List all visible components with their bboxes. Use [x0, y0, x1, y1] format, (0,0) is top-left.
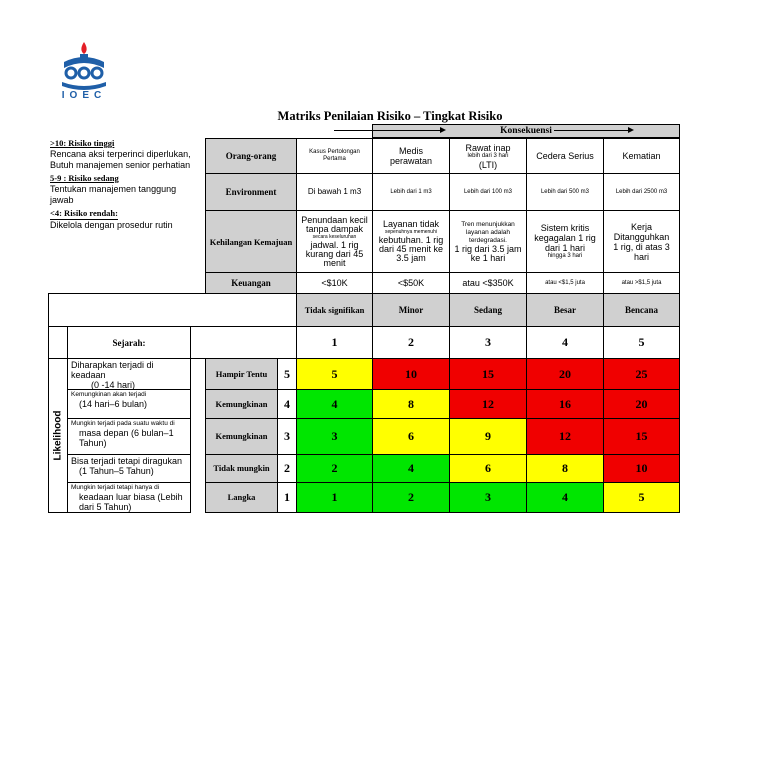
blank-level-header: [190, 326, 297, 359]
risk-score-cell: 12: [526, 418, 604, 455]
logo-text: IOEC: [61, 90, 107, 101]
risk-score-cell: 9: [449, 418, 527, 455]
risk-score-cell: 3: [449, 482, 527, 513]
risk-score-cell: 5: [296, 358, 373, 390]
env-cell-2: Lebih dari 1 m3: [372, 173, 450, 211]
risk-score-cell: 5: [603, 482, 680, 513]
people-cell-3: Rawat inap lebih dari 3 hari (LTI): [449, 138, 527, 174]
legend-medium-label: 5-9 : Risiko sedang: [50, 173, 119, 183]
likelihood-level: Hampir Tentu: [205, 358, 278, 390]
people-cell-1: Kasus Pertolongan Pertama: [296, 138, 373, 174]
progress-cell-4: Sistem kritis kegagalan 1 rig dari 1 hari hingga 3 hari: [526, 210, 604, 273]
risk-score-cell: 25: [603, 358, 680, 390]
finance-cell-5: atau >$1,5 juta: [603, 272, 680, 294]
category-progress-loss: Kehilangan Kemajuan: [205, 210, 297, 273]
risk-score-cell: 10: [603, 454, 680, 483]
history-sub: keadaan luar biasa (Lebih dari 5 Tahun): [79, 492, 183, 512]
category-finance: Keuangan: [205, 272, 297, 294]
severity-3: Sedang: [449, 293, 527, 327]
arrow-right-icon: [554, 130, 632, 131]
likelihood-level: Tidak mungkin: [205, 454, 278, 483]
people-cell-4: Cedera Serius: [526, 138, 604, 174]
severity-number-4: 4: [526, 326, 604, 359]
risk-score-cell: 2: [296, 454, 373, 483]
risk-score-cell: 4: [526, 482, 604, 513]
severity-number-3: 3: [449, 326, 527, 359]
likelihood-axis: Likelihood: [48, 358, 68, 513]
legend-high-desc: Rencana aksi terperinci diperlukan, Butuh manajemen senior perhatian: [50, 149, 191, 170]
category-people: Orang-orang: [205, 138, 297, 174]
legend-medium-desc: Tentukan manajemen tanggung jawab: [50, 184, 177, 205]
legend-high-label: >10: Risiko tinggi: [50, 138, 115, 148]
arrow-left-icon: [334, 130, 444, 131]
env-cell-1: Di bawah 1 m3: [296, 173, 373, 211]
risk-score-cell: 2: [372, 482, 450, 513]
history-cell: [67, 418, 191, 455]
risk-score-cell: 16: [526, 389, 604, 419]
finance-cell-1: <$10K: [296, 272, 373, 294]
risk-score-cell: 4: [372, 454, 450, 483]
env-cell-5: Lebih dari 2500 m3: [603, 173, 680, 211]
progress-cell-1: Penundaan kecil tanpa dampak secara keseluruhan jadwal. 1 rig kurang dari 45 menit: [296, 210, 373, 273]
risk-score-cell: 20: [603, 389, 680, 419]
history-sub: (0 -14 hari): [91, 380, 136, 390]
env-cell-3: Lebih dari 100 m3: [449, 173, 527, 211]
likelihood-level: Langka: [205, 482, 278, 513]
consequence-label: Konsekuensi: [500, 126, 552, 136]
history-sub: (1 Tahun–5 Tahun): [79, 466, 154, 476]
severity-number-1: 1: [296, 326, 373, 359]
history-cell: [67, 389, 191, 419]
history-main: Bisa terjadi tetapi diragukan: [71, 456, 183, 466]
risk-score-cell: 4: [296, 389, 373, 419]
blank-header: [48, 293, 297, 327]
risk-score-cell: 6: [372, 418, 450, 455]
risk-score-cell: 1: [296, 482, 373, 513]
legend-low-label: <4: Risiko rendah:: [50, 208, 118, 218]
severity-1: Tidak signifikan: [296, 293, 373, 327]
finance-cell-3: atau <$350K: [449, 272, 527, 294]
risk-score-cell: 12: [449, 389, 527, 419]
progress-cell-5: Kerja Ditangguhkan 1 rig, di atas 3 hari: [603, 210, 680, 273]
history-small: Kemungkinan akan terjadi: [71, 391, 147, 398]
likelihood-number: 1: [277, 482, 297, 513]
risk-score-cell: 10: [372, 358, 450, 390]
page-title: Matriks Penilaian Risiko – Tingkat Risiko: [277, 109, 503, 123]
history-header: Sejarah:: [67, 326, 191, 359]
env-cell-4: Lebih dari 500 m3: [526, 173, 604, 211]
progress-cell-3: Tren menunjukkan layanan adalah terdegradasi. 1 rig dari 3.5 jam ke 1 hari: [449, 210, 527, 273]
risk-score-cell: 20: [526, 358, 604, 390]
risk-score-cell: 8: [372, 389, 450, 419]
risk-legend: [50, 138, 202, 233]
people-cell-5: Kematian: [603, 138, 680, 174]
people-cell-2: Medis perawatan: [372, 138, 450, 174]
history-main: Diharapkan terjadi di keadaan: [71, 360, 154, 380]
history-small: Mungkin terjadi tetapi hanya di: [71, 484, 160, 491]
severity-2: Minor: [372, 293, 450, 327]
history-sub: (14 hari–6 bulan): [79, 399, 148, 409]
severity-5: Bencana: [603, 293, 680, 327]
risk-score-cell: 8: [526, 454, 604, 483]
likelihood-number: 5: [277, 358, 297, 390]
risk-score-cell: 6: [449, 454, 527, 483]
history-small: Mungkin terjadi pada suatu waktu di: [71, 420, 175, 427]
likelihood-level: Kemungkinan: [205, 418, 278, 455]
finance-cell-4: atau <$1,5 juta: [526, 272, 604, 294]
likelihood-level: Kemungkinan: [205, 389, 278, 419]
ioec-logo: [58, 40, 110, 102]
likelihood-number: 4: [277, 389, 297, 419]
category-environment: Environment: [205, 173, 297, 211]
severity-number-5: 5: [603, 326, 680, 359]
blank-corner: [48, 326, 68, 359]
risk-score-cell: 15: [603, 418, 680, 455]
likelihood-number: 3: [277, 418, 297, 455]
history-cell: [67, 482, 191, 513]
severity-number-2: 2: [372, 326, 450, 359]
legend-low-desc: Dikelola dengan prosedur rutin: [50, 220, 173, 230]
history-cell: [67, 358, 191, 390]
history-sub: masa depan (6 bulan–1 Tahun): [79, 428, 174, 448]
likelihood-number: 2: [277, 454, 297, 483]
severity-4: Besar: [526, 293, 604, 327]
progress-cell-2: Layanan tidak sepenuhnya memenuhi kebutuhan. 1 rig dari 45 menit ke 3.5 jam: [372, 210, 450, 273]
risk-score-cell: 15: [449, 358, 527, 390]
history-cell: [67, 454, 191, 483]
finance-cell-2: <$50K: [372, 272, 450, 294]
risk-score-cell: 3: [296, 418, 373, 455]
